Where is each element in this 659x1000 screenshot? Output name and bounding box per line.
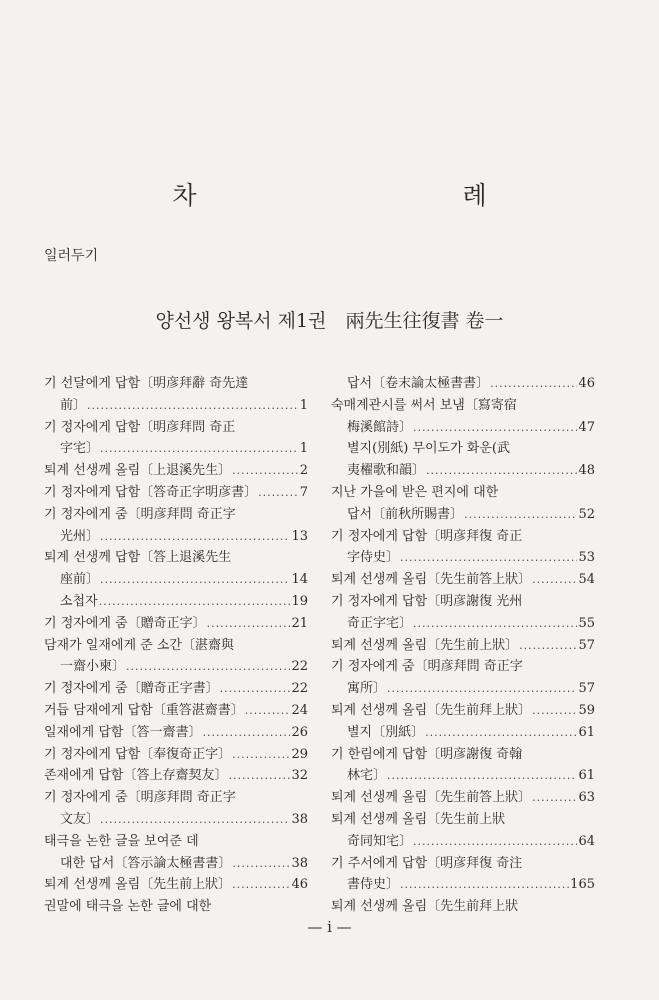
leader-dots [413, 417, 577, 439]
toc-entry-title: 답서〔前秋所賜書〕 [347, 506, 464, 522]
leader-dots [99, 591, 291, 613]
toc-entry-title: 字宅〕 [60, 441, 100, 457]
toc-entry [331, 700, 595, 722]
toc-entry-page: 57 [578, 637, 595, 653]
toc-entry-title: 대한 답서〔答示論太極書書〕 [60, 855, 232, 871]
toc-entry [44, 547, 308, 569]
toc-entry-title: 담재가 일재에게 준 소간〔湛齋與 [44, 637, 234, 653]
toc-entry-page: 2 [299, 463, 308, 479]
leader-dots [413, 831, 577, 853]
toc-entry-title: 기 정자에게 줌〔明彦拜問 奇正字 [331, 659, 523, 675]
toc-entry-title: 기 한림에게 답함〔明彦謝復 奇翰 [331, 746, 523, 762]
leader-dots [400, 547, 577, 569]
toc-entry-page: 1 [299, 441, 308, 457]
leader-dots [425, 722, 577, 744]
leader-dots [100, 569, 290, 591]
leader-dots [519, 635, 577, 657]
toc-entry-title: 퇴계 선생께 올림〔先生前拜上狀〕 [331, 702, 532, 718]
page-number: — i — [307, 918, 352, 936]
toc-entry-page: 165 [570, 877, 595, 893]
toc-entry-title: 書侍史〕 [347, 877, 400, 893]
toc-entry [331, 613, 595, 635]
toc-entry-title: 소첩자 [60, 593, 98, 609]
leader-dots [400, 874, 569, 896]
leader-dots [207, 613, 291, 635]
toc-entry-title: 별지〔別紙〕 [347, 724, 425, 740]
toc-entry-page: 21 [291, 615, 308, 631]
toc-entry-title: 奇正字宅〕 [347, 615, 413, 631]
toc-entry-page: 32 [291, 768, 308, 784]
toc-entry-title: 字侍史〕 [347, 550, 400, 566]
toc-entry-page: 22 [291, 659, 308, 675]
toc-entry-page: 19 [291, 593, 308, 609]
toc-entry [331, 765, 595, 787]
leader-dots [232, 874, 290, 896]
toc-entry [44, 526, 308, 548]
intro-entry: 일러두기 [44, 248, 99, 264]
leader-dots [490, 373, 577, 395]
toc-entry [44, 591, 308, 613]
toc-entry-title: 권말에 태극을 논한 글에 대한 [44, 899, 212, 915]
toc-entry [331, 656, 595, 678]
toc-entry-page: 13 [291, 528, 308, 544]
leader-dots [387, 678, 577, 700]
toc-entry-page: 46 [578, 376, 595, 391]
leader-dots [232, 744, 290, 766]
page-title: 차 례 [172, 181, 559, 210]
toc-entry-title: 퇴계 선생께 올림〔先生前上狀〕 [44, 877, 232, 893]
toc-entry-title: 기 정자에게 줌〔贈奇正字書〕 [44, 681, 219, 697]
toc-entry [44, 874, 308, 896]
toc-entry-page: 55 [578, 615, 595, 631]
toc-entry-title: 기 정자에게 답함〔答奇正字明彦書〕 [44, 484, 258, 500]
leader-dots [87, 395, 299, 417]
toc-entry-title: 별지(別紙) 무이도가 화운(武 [347, 441, 510, 457]
toc-entry [331, 504, 595, 526]
toc-right-column [331, 373, 595, 918]
toc-entry [331, 526, 595, 548]
toc-entry [331, 395, 595, 417]
leader-dots [245, 700, 291, 722]
toc-entry [44, 395, 308, 417]
toc-entry [44, 613, 308, 635]
leader-dots [228, 765, 290, 787]
toc-entry-page: 48 [578, 463, 595, 479]
toc-entry [331, 874, 595, 896]
toc-entry-page: 22 [291, 681, 308, 697]
toc-entry-title: 기 정자에게 줌〔明彦拜問 奇正字 [44, 506, 236, 522]
toc-entry [44, 896, 308, 918]
toc-entry [331, 831, 595, 853]
toc-entry-title: 답서〔卷末論太極書書〕 [347, 376, 490, 391]
toc-entry-page: 54 [578, 572, 595, 588]
toc-entry-title: 숙매계관시를 써서 보냄〔寫寄宿 [331, 397, 517, 413]
toc-entry [331, 417, 595, 439]
leader-dots [258, 482, 299, 504]
toc-entry-title: 퇴계 선생께 올림〔先生前上狀 [331, 811, 506, 827]
leader-dots [532, 700, 577, 722]
toc-entry [44, 460, 308, 482]
leader-dots [387, 765, 577, 787]
toc-entry-title: 奇同知宅〕 [347, 833, 413, 849]
toc-entry-page: 61 [578, 768, 595, 784]
toc-entry-title: 지난 가을에 받은 편지에 대한 [331, 484, 499, 500]
toc-entry-page: 38 [291, 811, 308, 827]
toc-entry [331, 460, 595, 482]
toc-entry-title: 前〕 [60, 397, 87, 413]
toc-entry [331, 635, 595, 657]
toc-entry [331, 896, 595, 918]
leader-dots [532, 787, 577, 809]
toc-entry [44, 765, 308, 787]
toc-entry [331, 438, 595, 460]
toc-entry-page: 29 [291, 746, 308, 762]
toc-entry-page: 38 [291, 855, 308, 871]
leader-dots [100, 438, 299, 460]
toc-entry-title: 寓所〕 [347, 681, 387, 697]
toc-entry-page: 14 [291, 572, 308, 588]
toc-entry [44, 700, 308, 722]
toc-entry-title: 퇴계 선생께 올림〔先生前上狀〕 [331, 637, 519, 653]
toc-entry-page: 63 [578, 790, 595, 806]
toc-entry [331, 591, 595, 613]
toc-entry-title: 존재에게 답함〔答上存齋契友〕 [44, 768, 228, 784]
toc-entry [331, 569, 595, 591]
toc-entry-title: 기 정자에게 줌〔明彦拜問 奇正字 [44, 790, 236, 806]
toc-entry-page: 26 [291, 724, 308, 740]
toc-entry-title: 퇴계 선생께 올림〔先生前答上狀〕 [331, 572, 532, 588]
toc-entry-page: 24 [291, 702, 308, 718]
toc-entry [44, 722, 308, 744]
toc-entry [331, 482, 595, 504]
toc-entry-title: 퇴계 선생께 올림〔上退溪先生〕 [44, 463, 232, 479]
toc-entry [44, 678, 308, 700]
toc-entry [44, 569, 308, 591]
toc-entry-title: 기 정자에게 답함〔奉復奇正字〕 [44, 746, 232, 762]
toc-entry-page: 59 [578, 702, 595, 718]
toc-entry-title: 座前〕 [60, 572, 100, 588]
toc-entry-page: 64 [578, 833, 595, 849]
toc-entry-title: 기 정자에게 답함〔明彦拜復 奇正 [331, 528, 523, 544]
toc-entry [44, 744, 308, 766]
toc-entry [331, 853, 595, 875]
toc-entry [44, 809, 308, 831]
toc-entry [44, 831, 308, 853]
toc-entry-title: 퇴계 선생께 올림〔先生前拜上狀 [331, 899, 519, 915]
toc-left-column [44, 373, 308, 918]
toc-entry-title: 一齋小柬〕 [60, 659, 126, 675]
leader-dots [532, 569, 577, 591]
leader-dots [126, 656, 290, 678]
toc-entry-title: 林宅〕 [347, 768, 387, 784]
toc-entry-page: 47 [578, 419, 595, 435]
leader-dots [100, 809, 290, 831]
toc-entry-page: 1 [299, 397, 308, 413]
toc-entry-title: 기 선달에게 답함〔明彦拜辭 奇先達 [44, 376, 249, 391]
toc-entry [44, 417, 308, 439]
toc-entry [331, 744, 595, 766]
toc-entry-page: 7 [299, 484, 308, 500]
toc-entry-page: 46 [291, 877, 308, 893]
toc-entry [44, 853, 308, 875]
toc-entry-page: 57 [578, 681, 595, 697]
toc-entry-title: 夷櫂歌和韻〕 [347, 463, 426, 479]
toc-entry-title: 文友〕 [60, 811, 100, 827]
toc-entry-title: 기 정자에게 답함〔明彦拜問 奇正 [44, 419, 236, 435]
toc-entry-title: 기 정자에게 답함〔明彦謝復 光州 [331, 593, 523, 609]
toc-entry-title: 태극을 논한 글을 보여준 데 [44, 833, 199, 849]
toc-entry [331, 678, 595, 700]
toc-entry [44, 482, 308, 504]
leader-dots [464, 504, 577, 526]
toc-entry [44, 787, 308, 809]
toc-entry [331, 787, 595, 809]
toc-entry [331, 547, 595, 569]
toc-entry-title: 거듭 담재에게 답함〔重答湛齋書〕 [44, 702, 244, 718]
toc-entry-title: 梅溪館詩〕 [347, 419, 413, 435]
toc-entry-page: 52 [578, 506, 595, 522]
leader-dots [426, 460, 577, 482]
toc-entry [331, 809, 595, 831]
leader-dots [413, 613, 577, 635]
toc-entry-title: 일재에게 답함〔答一齋書〕 [44, 724, 202, 740]
toc-entry-page: 53 [578, 550, 595, 566]
leader-dots [202, 722, 290, 744]
toc-entry [44, 635, 308, 657]
toc-entry-title: 퇴계 선생께 올림〔先生前答上狀〕 [331, 790, 532, 806]
toc-entry-title: 기 정자에게 줌〔贈奇正字〕 [44, 615, 206, 631]
toc-entry [44, 373, 308, 395]
toc-entry [44, 504, 308, 526]
leader-dots [220, 678, 291, 700]
toc-entry-title: 퇴계 선생께 답함〔答上退溪先生 [44, 550, 232, 566]
toc-entry-page: 61 [578, 724, 595, 740]
toc-entry [44, 438, 308, 460]
leader-dots [232, 460, 299, 482]
toc-entry [44, 656, 308, 678]
toc-entry-title: 기 주서에게 답함〔明彦拜復 奇注 [331, 855, 523, 871]
leader-dots [100, 526, 290, 548]
leader-dots [232, 853, 290, 875]
toc-entry [331, 722, 595, 744]
toc-entry [331, 373, 595, 395]
toc-entry-title: 光州〕 [60, 528, 100, 544]
volume-heading: 양선생 왕복서 제1권 兩先生往復書 卷一 [155, 310, 504, 332]
